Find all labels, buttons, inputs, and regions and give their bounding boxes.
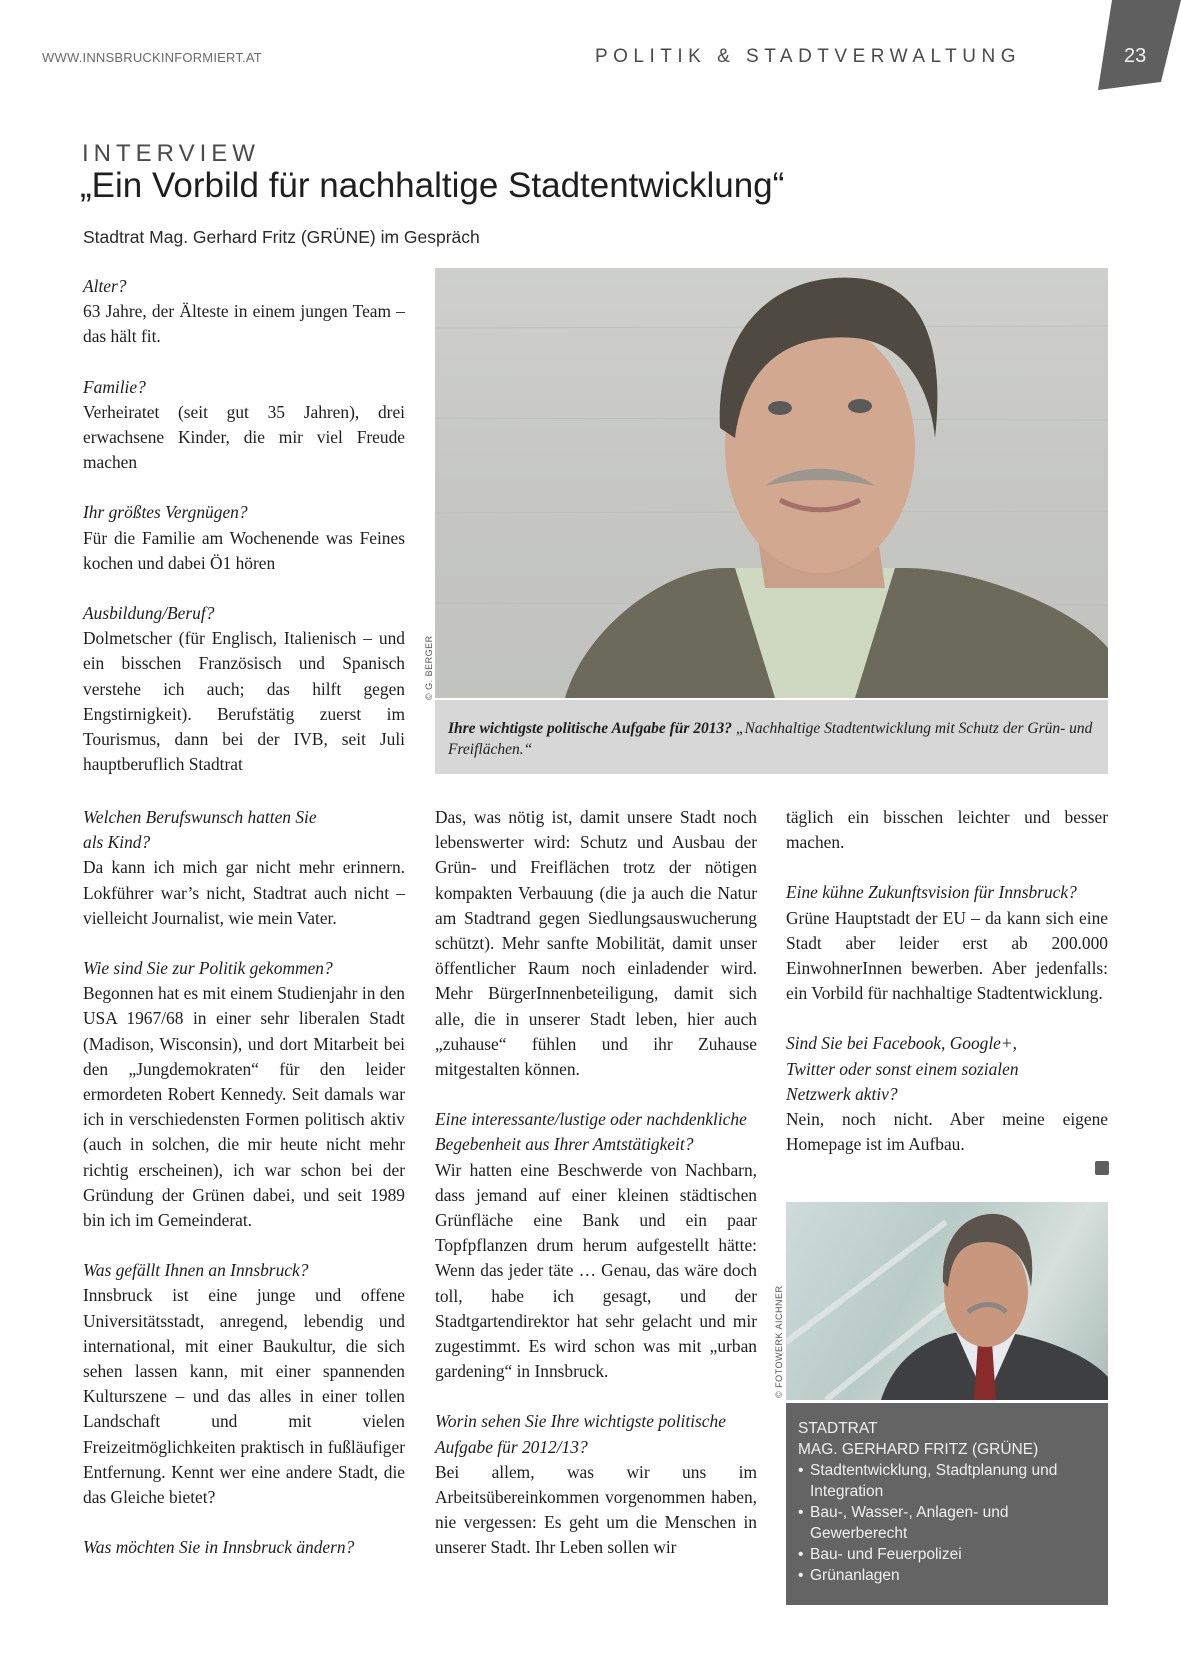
answer: Für die Familie am Wochenende was Feines kochen und dabei Ö1 hören [83,527,405,573]
answer: täglich ein bisschen leichter und besser machen. [786,807,1108,853]
responsibility-item: • Bau-, Wasser-, Anlagen- und Gewerberecht [798,1502,1098,1544]
responsibility-item: • Bau- und Feuerpolizei [798,1544,1098,1565]
portrait-photo-small [786,1202,1108,1400]
answer: Das, was nötig ist, damit unsere Stadt noch lebenswerter wird: Schutz und Ausbau der Grün- und Freiflächen trotz der nötigen kompakten Verbauung (die ja auch die Natur am Stadtrand gegen Siedlungsauswucherung schützt). Mehr sanfte Mobilität, damit unser öffentlicher Raum noch einladender wird. Mehr BürgerInnenbeteiligung, damit sich alle, die in unserer Stadt leben, hier auch „zuhause“ fühlen und ihr Zuhause mitgestalten können. [435,807,757,1080]
interview-column-right [786,805,1108,1157]
answer: Wir hatten eine Beschwerde von Nachbarn, dass jemand auf einer kleinen städtischen Grünfläche eine Bank und ein paar Topfpflanzen drum herum aufgestellt hätte: Wenn das jeder täte … Genau, das wäre doch toll, habe ich gesagt, und der Stadtgartendirektor hat sehr gelacht und mir zugestimmt. Es wird schon was mit „urban gardening“ in Innsbruck. [435,1159,757,1382]
portrait-illustration-small [786,1202,1108,1400]
question: Was möchten Sie in Innsbruck ändern? [83,1537,355,1558]
interview-column-middle [435,805,757,1561]
caption-answer: „Nachhaltige Stadtentwicklung mit Schutz der Grün- und Freiflächen.“ [448,720,1093,758]
interview-column-left-top [83,274,405,777]
politician-info-box [786,1403,1108,1605]
question: Was gefällt Ihnen an Innsbruck? [83,1260,309,1281]
question: Eine interessante/lustige oder nachdenkliche Begebenheit aus Ihrer Amtstätigkeit? [435,1109,747,1155]
site-url: WWW.INNSBRUCKINFORMIERT.AT [42,50,262,65]
answer: Innsbruck ist eine junge und offene Universitätsstadt, anregend, lebendig und international, mit einer Baukultur, die sich sehen lassen kann, mit einer spannenden Kulturszene – und das alles in einer tollen Landschaft und mit vielen Freizeitmöglichkeiten praktisch in fußläufiger Entfernung. Kennt wer eine andere Stadt, die das Gleiche bietet? [83,1285,405,1508]
caption-question: Ihre wichtigste politische Aufgabe für 2013? [448,720,733,737]
question: Sind Sie bei Facebook, Google+, Twitter oder sonst einem sozialen Netzwerk aktiv? [786,1033,1019,1104]
article-headline: „Ein Vorbild für nachhaltige Stadtentwicklung“ [80,166,785,205]
portrait-illustration [435,268,1108,698]
info-title: STADTRAT [798,1420,878,1437]
responsibilities-list [798,1460,1098,1586]
responsibility-item: • Grünanlagen [798,1565,1098,1586]
question: Wie sind Sie zur Politik gekommen? [83,958,333,979]
answer: 63 Jahre, der Älteste in einem jungen Team – das hält fit. [83,301,405,347]
answer: Grüne Hauptstadt der EU – da kann sich eine Stadt aber leider erst ab 200.000 EinwohnerInnen bewerben. Aber jedenfalls: ein Vorbild für nachhaltige Stadtentwicklung. [786,907,1108,1004]
question: Welchen Berufswunsch hatten Sie als Kind? [83,807,317,853]
article-subline: Stadtrat Mag. Gerhard Fritz (GRÜNE) im Gespräch [83,227,480,247]
answer: Bei allem, was wir uns im Arbeitsübereinkommen vorgenommen haben, nie vergessen: Es geht um die Menschen in unserer Stadt. Ihr Leben sollen wir [435,1461,757,1558]
article-kicker: INTERVIEW [82,140,260,167]
photo-caption [435,700,1108,774]
page-number: 23 [1124,45,1147,67]
question: Ausbildung/Beruf? [83,603,215,624]
answer: Dolmetscher (für Englisch, Italienisch – und ein bisschen Französisch und Spanisch verstehe ich auch; das hilft gegen Engstirnigkeit). Berufstätig zuerst im Tourismus, dann bei der IVB, seit Juli hauptberuflich Stadtrat [83,628,405,775]
article-end-mark-icon [1095,1161,1109,1175]
question: Alter? [83,276,127,296]
section-title: POLITIK & STADTVERWALTUNG [594,46,1021,67]
answer: Begonnen hat es mit einem Studienjahr in den USA 1967/68 in einer sehr liberalen Stadt (Madison, Wisconsin), und dort Mitarbeit bei den „Jungdemokraten“ für den leider ermordeten Robert Kennedy. Seit damals war ich in verschiedensten Formen politisch aktiv (auch in solchen, die mir heute nicht mehr richtig erscheinen), ich war schon bei der Gründung der Grünen dabei, und seit 1989 bin ich im Gemeinderat. [83,983,405,1231]
caption-text [448,718,1093,760]
question: Worin sehen Sie Ihre wichtigste politische Aufgabe für 2012/13? [435,1411,726,1457]
answer: Nein, noch nicht. Aber meine eigene Homepage ist im Aufbau. [786,1109,1108,1155]
portrait-photo-main [435,268,1108,698]
question: Ihr größtes Vergnügen? [83,502,248,523]
question: Familie? [83,376,146,397]
photo-credit: © G. BERGER [424,635,434,700]
info-name: MAG. GERHARD FRITZ (GRÜNE) [798,1441,1039,1458]
answer: Verheiratet (seit gut 35 Jahren), drei erwachsene Kinder, die mir viel Freude machen [83,401,405,473]
interview-column-left-bottom [83,805,405,1560]
question: Eine kühne Zukunftsvision für Innsbruck? [786,882,1077,903]
responsibility-item: • Stadtentwicklung, Stadtplanung und Integration [798,1460,1098,1502]
photo-credit: © FOTOWERK AICHNER [774,1285,784,1398]
answer: Da kann ich mich gar nicht mehr erinnern. Lokführer war’s nicht, Stadtrat auch nicht – vielleicht Journalist, wie mein Vater. [83,857,405,928]
